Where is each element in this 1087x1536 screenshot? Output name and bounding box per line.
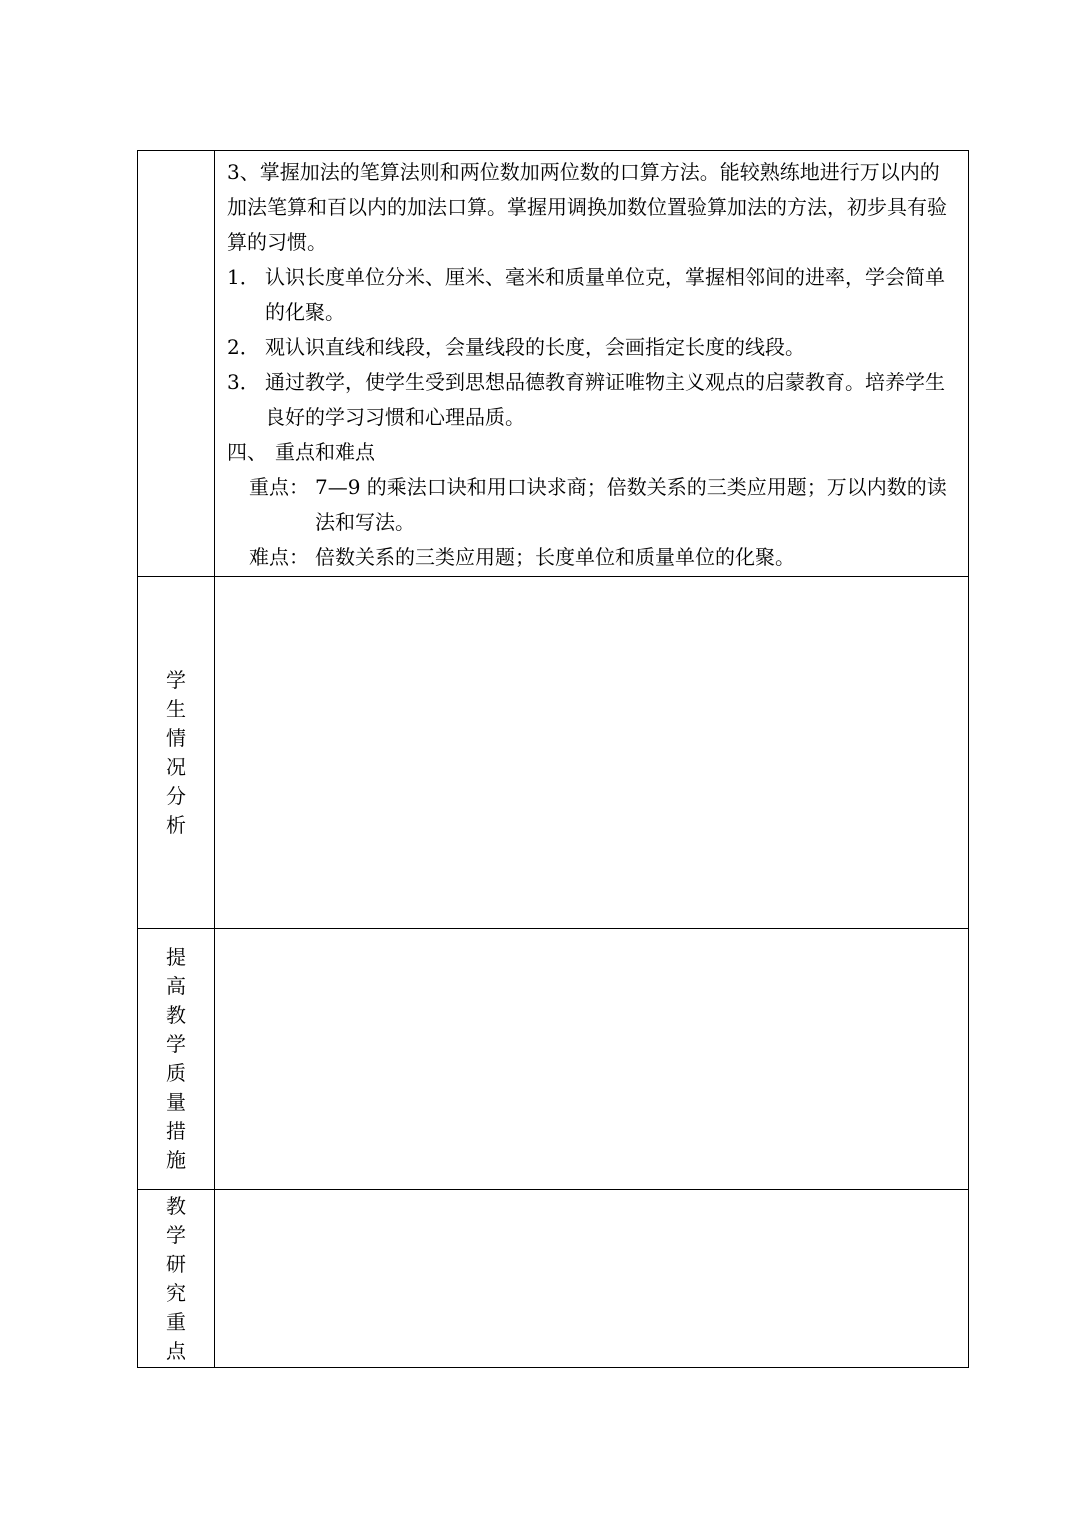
- difficulties-label: 难点：: [249, 545, 309, 569]
- list-item: [227, 330, 958, 365]
- key-points-text: 7—9 的乘法口诀和用口诀求商；倍数关系的三类应用题；万以内数的读法和写法。: [315, 475, 947, 534]
- key-points-label: 重点：: [249, 475, 309, 499]
- label-char: 质: [166, 1061, 186, 1085]
- table-row-goals: [138, 151, 969, 577]
- list-item-text: 通过教学，使学生受到思想品德教育辨证唯物主义观点的启蒙教育。培养学生良好的学习习惯和心理品质。: [265, 370, 945, 429]
- student-analysis-content: [215, 577, 969, 929]
- label-char: 量: [166, 1090, 186, 1114]
- list-item-number: 3．: [227, 370, 260, 394]
- label-char: 情: [166, 725, 186, 750]
- key-points: [249, 470, 958, 540]
- quality-measures-content: [215, 929, 969, 1190]
- row-label-quality-measures: [138, 929, 215, 1190]
- row-label-empty: [138, 151, 215, 577]
- row-label-student-analysis: [138, 577, 215, 929]
- list-item-text: 观认识直线和线段，会量线段的长度，会画指定长度的线段。: [265, 335, 805, 359]
- label-char: 提: [166, 945, 186, 969]
- label-char: 研: [166, 1251, 186, 1276]
- section-heading-number: 四、: [227, 440, 267, 464]
- research-focus-content: [215, 1190, 969, 1368]
- goals-content: [215, 151, 969, 577]
- label-char: 学: [166, 667, 186, 692]
- list-item-text: 认识长度单位分米、厘米、毫米和质量单位克，掌握相邻间的进率，学会简单的化聚。: [265, 265, 945, 324]
- table-row-student-analysis: [138, 577, 969, 929]
- plan-table: [137, 150, 969, 1368]
- list-item-number: 2．: [227, 335, 260, 359]
- table-row-research-focus: [138, 1190, 969, 1368]
- label-char: 分: [166, 783, 186, 808]
- row-label-research-focus: [138, 1190, 215, 1368]
- list-item: [227, 260, 958, 330]
- list-item-number: 1．: [227, 265, 260, 289]
- label-char: 学: [166, 1032, 186, 1056]
- list-item: [227, 365, 958, 435]
- label-char: 教: [166, 1003, 186, 1027]
- label-char: 究: [166, 1280, 186, 1305]
- label-char: 重: [166, 1309, 186, 1334]
- section-heading-text: 重点和难点: [275, 440, 375, 464]
- label-char: 高: [166, 974, 186, 998]
- label-char: 教: [166, 1193, 186, 1218]
- label-char: 施: [166, 1148, 186, 1172]
- difficulties-text: 倍数关系的三类应用题；长度单位和质量单位的化聚。: [315, 545, 795, 569]
- goal-paragraph-3: 3、掌握加法的笔算法则和两位数加两位数的口算方法。能较熟练地进行万以内的加法笔算和百以内的加法口算。掌握用调换加数位置验算加法的方法，初步具有验算的习惯。: [227, 160, 947, 254]
- table-row-quality-measures: [138, 929, 969, 1190]
- difficulties: [249, 540, 958, 575]
- label-char: 生: [166, 696, 186, 721]
- label-char: 析: [166, 812, 186, 837]
- section-heading: [227, 435, 958, 470]
- label-char: 学: [166, 1222, 186, 1247]
- label-char: 点: [166, 1338, 186, 1363]
- label-char: 况: [166, 754, 186, 779]
- label-char: 措: [166, 1119, 186, 1143]
